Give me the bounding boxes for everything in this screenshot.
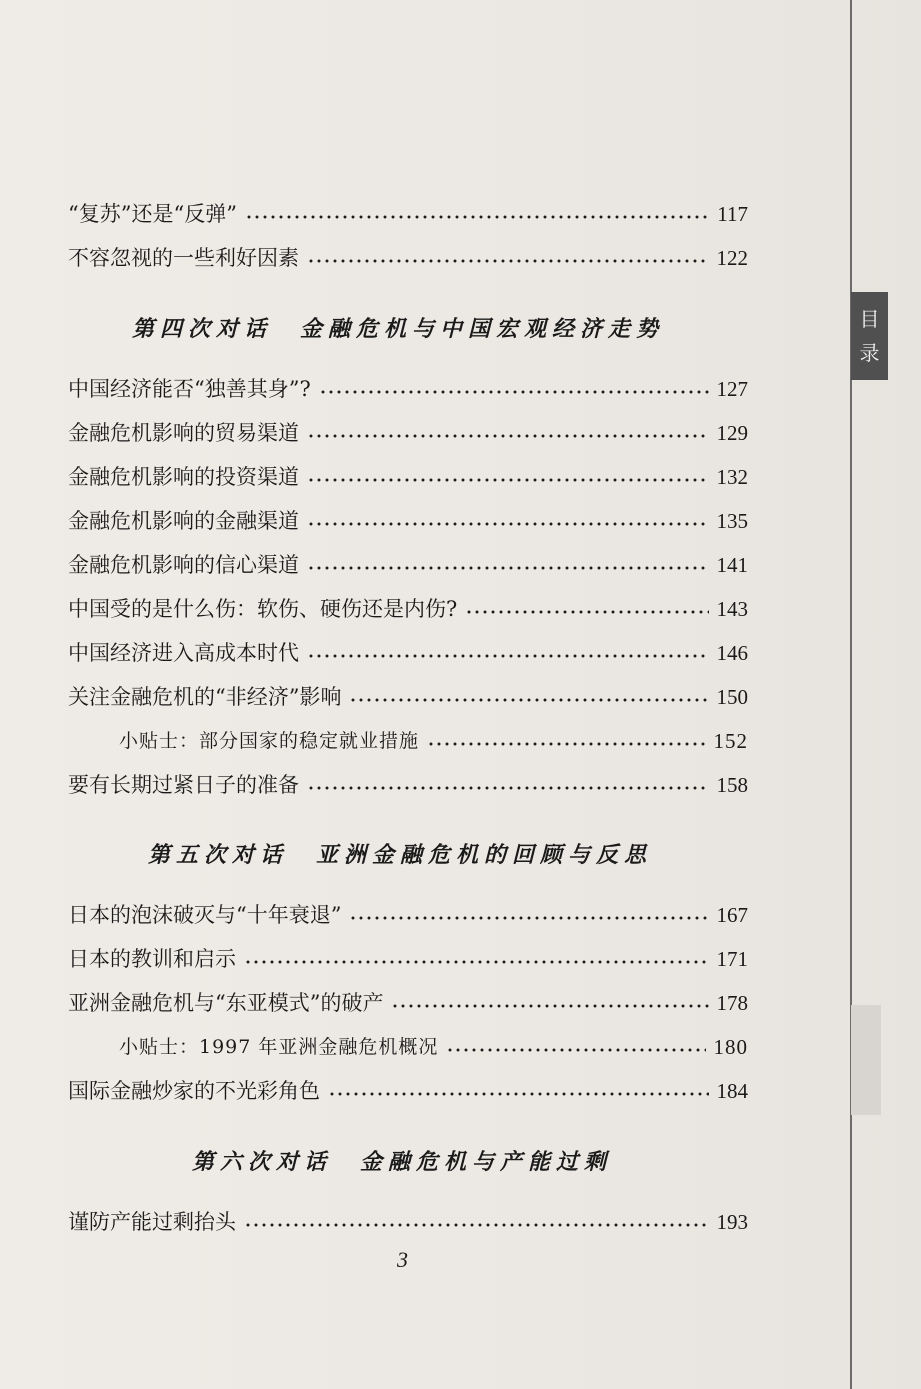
toc-entry: [68, 986, 748, 1020]
toc-entry: [68, 548, 748, 582]
section-tab-char-2: 录: [859, 341, 880, 365]
section-tab-char-1: 目: [859, 307, 880, 331]
page-number: 3: [397, 1247, 408, 1272]
toc-entry-page: 146: [716, 641, 748, 665]
toc-entry-page: 171: [716, 947, 748, 971]
toc-entry-title: 金融危机影响的信心渠道: [68, 553, 299, 577]
toc-entry-title: 中国经济能否“独善其身”?: [68, 377, 311, 401]
dot-leader: [307, 565, 709, 571]
toc-entry-title: 中国经济进入高成本时代: [68, 641, 299, 665]
toc-entry-title: 金融危机影响的金融渠道: [68, 509, 299, 533]
page-edge-line: [850, 0, 852, 1389]
toc-entry: [68, 1205, 748, 1239]
toc-entry-page: 132: [716, 465, 748, 489]
toc-entry-page: 127: [716, 377, 748, 401]
toc-entry: [68, 416, 748, 450]
dot-leader: [319, 389, 709, 395]
dot-leader: [446, 1047, 705, 1053]
toc-entry-page: 178: [716, 991, 748, 1015]
toc-entry-title: 中国受的是什么伤：软伤、硬伤还是内伤?: [68, 597, 458, 621]
toc-entry-page: 152: [713, 729, 748, 753]
dot-leader: [307, 258, 709, 264]
toc-entry-title: 要有长期过紧日子的准备: [68, 773, 299, 797]
toc-entry: [68, 680, 748, 714]
toc-entry: [68, 898, 748, 932]
toc-entry: [68, 942, 748, 976]
toc-entry-page: 135: [716, 509, 748, 533]
dot-leader: [307, 653, 709, 659]
toc-entry-page: 129: [716, 421, 748, 445]
toc-tip-entry: [119, 724, 748, 758]
toc-entry-title: “复苏”还是“反弹”: [68, 202, 237, 226]
toc-entry: [68, 197, 748, 231]
toc-entry-page: 167: [716, 903, 748, 927]
chapter-heading: 第四次对话 金融危机与中国宏观经济走势: [132, 316, 665, 342]
toc-entry: [68, 241, 748, 275]
toc-entry-page: 117: [717, 202, 748, 226]
toc-entry-title: 关注金融危机的“非经济”影响: [68, 685, 342, 709]
toc-entry: [68, 504, 748, 538]
toc-entry: [68, 636, 748, 670]
toc-entry: [68, 372, 748, 406]
section-tab: [851, 292, 888, 380]
side-shade: [851, 1005, 881, 1115]
dot-leader: [307, 521, 709, 527]
toc-entry-title: 亚洲金融危机与“东亚模式”的破产: [68, 991, 384, 1015]
toc-tip-entry: [119, 1030, 748, 1064]
toc-entry: [68, 1074, 748, 1108]
dot-leader: [427, 741, 705, 747]
toc-entry-page: 158: [716, 773, 748, 797]
toc-entry-title: 不容忽视的一些利好因素: [68, 246, 299, 270]
dot-leader: [391, 1003, 708, 1009]
toc-entry-title: 国际金融炒家的不光彩角色: [68, 1079, 320, 1103]
chapter-heading: 第六次对话 金融危机与产能过剩: [192, 1149, 613, 1175]
dot-leader: [307, 785, 709, 791]
dot-leader: [349, 915, 708, 921]
dot-leader: [349, 697, 708, 703]
dot-leader: [465, 609, 708, 615]
toc-entry-title: 小贴士：部分国家的稳定就业措施: [119, 730, 420, 752]
toc-entry-title: 金融危机影响的投资渠道: [68, 465, 299, 489]
dot-leader: [245, 214, 709, 220]
toc-entry: [68, 460, 748, 494]
toc-entry-page: 141: [716, 553, 748, 577]
dot-leader: [307, 433, 709, 439]
toc-entry-title: 日本的泡沫破灭与“十年衰退”: [68, 903, 342, 927]
toc-entry-page: 143: [716, 597, 748, 621]
chapter-heading: 第五次对话 亚洲金融危机的回顾与反思: [148, 842, 653, 868]
dot-leader: [328, 1091, 709, 1097]
toc-entry-title: 谨防产能过剩抬头: [68, 1210, 236, 1234]
toc-entry-title: 日本的教训和启示: [68, 947, 236, 971]
toc-entry-page: 184: [716, 1079, 748, 1103]
toc-entry: [68, 768, 748, 802]
dot-leader: [244, 959, 709, 965]
toc-entry-title: 金融危机影响的贸易渠道: [68, 421, 299, 445]
toc-entry-title: 小贴士：1997 年亚洲金融危机概况: [119, 1036, 439, 1058]
dot-leader: [244, 1222, 709, 1228]
toc-entry-page: 122: [716, 246, 748, 270]
toc-entry: [68, 592, 748, 626]
dot-leader: [307, 477, 709, 483]
toc-entry-page: 150: [716, 685, 748, 709]
toc-entry-page: 193: [716, 1210, 748, 1234]
toc-entry-page: 180: [713, 1035, 748, 1059]
